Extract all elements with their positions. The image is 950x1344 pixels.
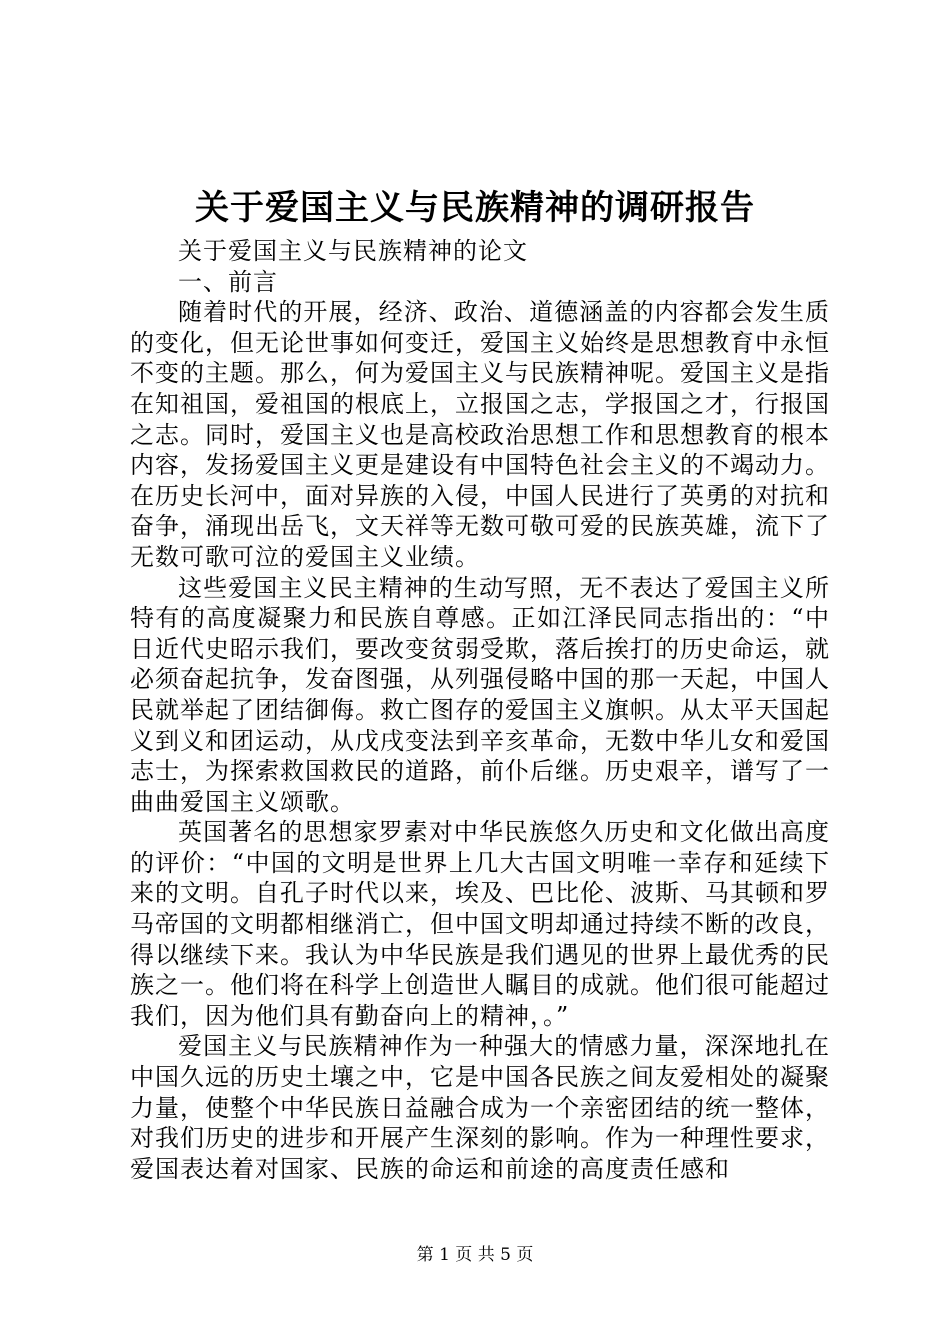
page-footer: 第 1 页 共 5 页 — [416, 1245, 534, 1265]
paragraph: 英国著名的思想家罗素对中华民族悠久历史和文化做出高度的评价：“中国的文明是世界上几大古国文明唯一幸存和延续下来的文明。自孔子时代以来，埃及、巴比伦、波斯、马其顿和罗马帝国的文明都相继消亡，但中国文明却通过持续不断的改良，得以继续下来。我认为中华民族是我们遇见的世界上最优秀的民族之一。他们将在科学上创造世人瞩目的成就。他们很可能超过我们，因为他们具有勤奋向上的精神，。” — [130, 818, 830, 1030]
paragraph: 爱国主义与民族精神作为一种强大的情感力量，深深地扎在中国久远的历史土壤之中，它是中国各民族之间友爱相处的凝聚力量，使整个中华民族日益融合成为一个亲密团结的统一整体，对我们历史的进步和开展产生深刻的影响。作为一种理性要求，爱国表达着对国家、民族的命运和前途的高度责任感和 — [130, 1032, 830, 1183]
document-body — [130, 236, 830, 1184]
paragraph: 随着时代的开展，经济、政治、道德涵盖的内容都会发生质的变化，但无论世事如何变迁，爱国主义始终是思想教育中永恒不变的主题。那么，何为爱国主义与民族精神呢。爱国主义是指在知祖国，爱祖国的根底上，立报国之志，学报国之才，行报国之志。同时，爱国主义也是高校政治思想工作和思想教育的根本内容，发扬爱国主义更是建设有中国特色社会主义的不竭动力。在历史长河中，面对异族的入侵，中国人民进行了英勇的对抗和奋争，涌现出岳飞，文天祥等无数可敬可爱的民族英雄，流下了无数可歌可泣的爱国主义业绩。 — [130, 298, 830, 571]
paragraph-subtitle: 关于爱国主义与民族精神的论文 — [178, 237, 528, 265]
paragraph-section-heading: 一、前言 — [178, 267, 278, 296]
paragraph: 这些爱国主义民主精神的生动写照，无不表达了爱国主义所特有的高度凝聚力和民族自尊感。正如江泽民同志指出的：“中日近代史昭示我们，要改变贫弱受欺，落后挨打的历史命运，就必须奋起抗争，发奋图强，从列强侵略中国的那一天起，中国人民就举起了团结御侮。救亡图存的爱国主义旗帜。从太平天国起义到义和团运动，从戊戌变法到辛亥革命，无数中华儿女和爱国志士，为探索救国救民的道路，前仆后继。历史艰辛，谱写了一曲曲爱国主义颂歌。 — [130, 573, 830, 816]
document-title: 关于爱国主义与民族精神的调研报告 — [195, 188, 755, 228]
